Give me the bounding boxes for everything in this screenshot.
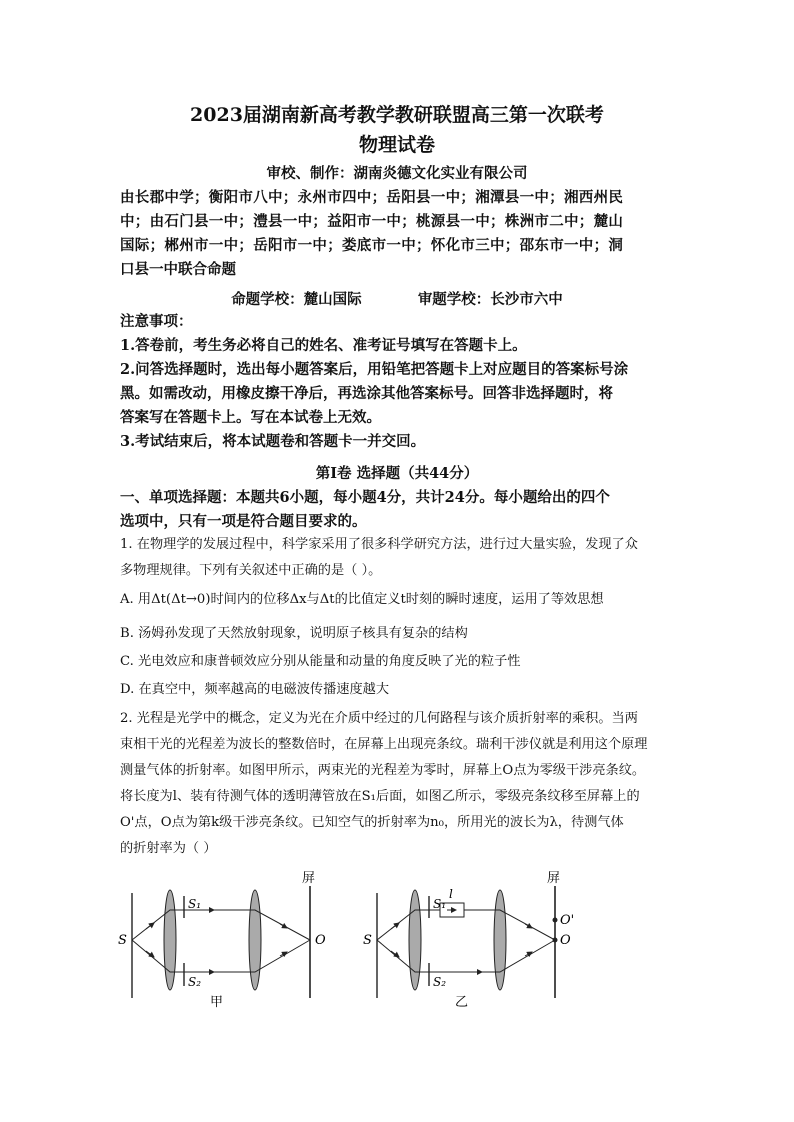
s-label-right: S [363,933,372,948]
q2-stem-5: O'点，O点为第k级干涉亮条纹。已知空气的折射率为n₀，所用光的波长为λ，待测气体 [120,815,624,830]
notes-item-3: 3.考试结束后，将本试题卷和答题卡一并交回。 [120,433,426,450]
q1-stem-2: 多物理规律。下列有关叙述中正确的是（ ）。 [120,563,382,578]
o-label-left: O [315,933,326,948]
o-prime-dot [553,918,558,923]
proposer: 命题学校：麓山国际 [231,291,362,308]
question-1 [120,532,680,584]
o-prime-label: O' [560,913,575,928]
o-label-right: O [560,933,571,948]
notes-block [120,310,676,454]
section-title: 第Ⅰ卷 选择题（共44分） [315,465,479,482]
s2-label-left: S₂ [188,975,202,989]
schools-line-1: 由长郡中学；衡阳市八中；永州市四中；岳阳县一中；湘潭县一中；湘西州民 [120,189,624,206]
q1-option-d: D. 在真空中，频率越高的电磁波传播速度越大 [120,682,390,697]
l-label: l [449,887,453,901]
figure-yi [363,871,574,1010]
figure-jia [118,871,326,1010]
q2-stem-2: 束相干光的光程差为波长的整数倍时，在屏幕上出现亮条纹。瑞利干涉仪就是利用这个原理 [120,737,648,752]
s1-label-left: S₁ [188,897,202,911]
lens-right-2 [494,890,506,990]
s1-label-right: S₁ [433,897,447,911]
lens-left-1 [164,890,176,990]
notes-item-2: 2.问答选择题时，选出每小题答案后，用铅笔把答题卡上对应题目的答案标号涂 [120,361,629,378]
section-intro-1: 一、单项选择题：本题共6小题，每小题4分，共计24分。每小题给出的四个 [120,489,610,506]
q1-option-c: C. 光电效应和康普顿效应分别从能量和动量的角度反映了光的粒子性 [120,654,521,669]
section-intro [120,486,676,534]
q1-option-b: B. 汤姆孙发现了天然放射现象，说明原子核具有复杂的结构 [120,626,468,641]
schools-line-4: 口县一中联合命题 [120,261,236,278]
schools-block [120,186,676,282]
screen-label-right: 屏 [547,871,561,886]
exam-subject: 物理试卷 [358,134,435,156]
notes-heading: 注意事项： [120,313,193,330]
notes-item-2c: 答案写在答题卡上。写在本试卷上无效。 [120,409,381,426]
ray-lower-left [132,940,310,972]
caption-jia: 甲 [210,995,224,1010]
interferometer-figure [110,868,630,1018]
caption-yi: 乙 [455,995,469,1010]
o-dot [553,938,558,943]
s-label-left: S [118,933,127,948]
schools-line-3: 国际；郴州市一中；岳阳市一中；娄底市一中；怀化市三中；邵东市一中；洞 [120,237,624,254]
lens-left-2 [249,890,261,990]
q2-stem-4: 将长度为l、装有待测气体的透明薄管放在S₁后面，如图乙所示，零级亮条纹移至屏幕上的 [120,789,640,804]
reviewer: 审题学校：长沙市六中 [417,291,563,308]
notes-item-1: 1.答卷前，考生务必将自己的姓名、准考证号填写在答题卡上。 [120,337,527,354]
q1-stem-1: 1. 在物理学的发展过程中，科学家采用了很多科学研究方法，进行过大量实验，发现了众 [120,537,638,552]
question-2 [120,706,680,862]
lens-right-1 [409,890,421,990]
notes-item-2b: 黑。如需改动，用橡皮擦干净后，再选涂其他答案标号。回答非选择题时，将 [120,385,613,402]
q2-stem-6: 的折射率为（ ） [120,841,217,856]
section-intro-2: 选项中，只有一项是符合题目要求的。 [120,513,367,530]
q2-stem-3: 测量气体的折射率。如图甲所示，两束光的光程差为零时，屏幕上O点为零级干涉亮条纹。 [120,763,646,778]
proposer-reviewer [0,288,794,309]
ray-upper-left [132,910,310,940]
s2-label-right: S₂ [433,975,447,989]
screen-label-left: 屏 [302,871,316,886]
schools-line-2: 中；由石门县一中；澧县一中；益阳市一中；桃源县一中；株洲市二中；麓山 [120,213,624,230]
exam-title: 2023届湖南新高考教学教研联盟高三第一次联考 [190,104,604,126]
q2-stem-1: 2. 光程是光学中的概念，定义为光在介质中经过的几何路程与该介质折射率的乘积。当两 [120,711,638,726]
producer-line: 审校、制作：湖南炎德文化实业有限公司 [266,165,528,182]
q1-option-a: A. 用Δt(Δt→0)时间内的位移Δx与Δt的比值定义t时刻的瞬时速度，运用了等效思想 [120,592,604,607]
